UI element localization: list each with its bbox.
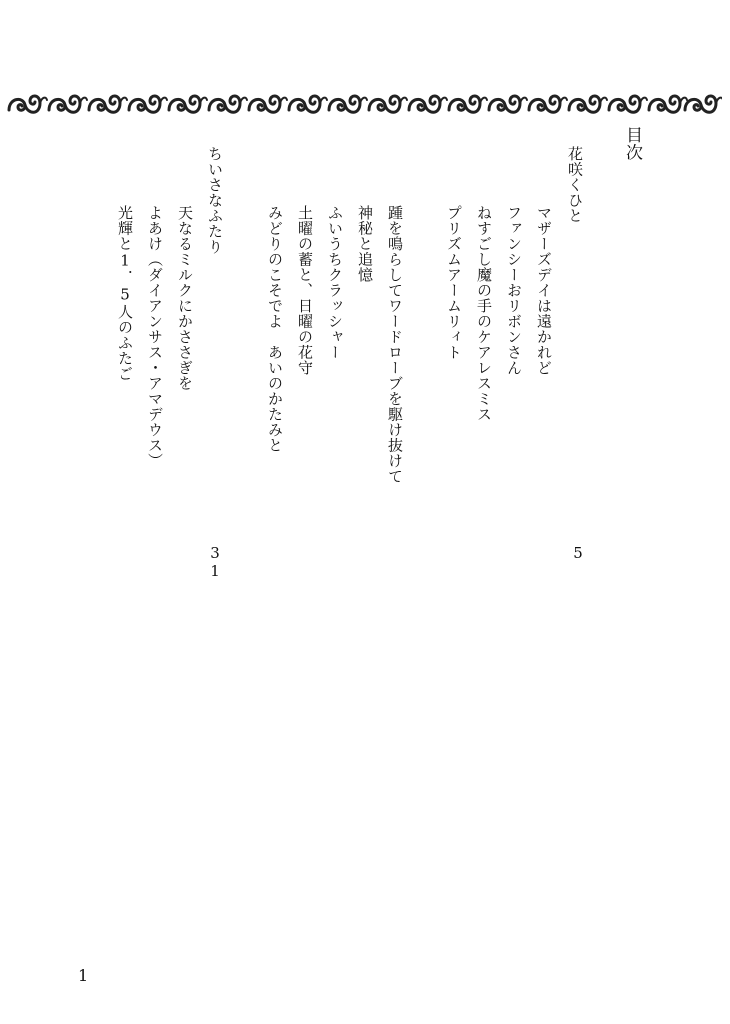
toc-item-9[interactable]: みどりのこそでよ あいのかたみと bbox=[266, 205, 284, 453]
wave-scroll-border-ornament bbox=[6, 86, 722, 120]
toc-item-1[interactable]: マザーズデイは遠かれど bbox=[535, 205, 553, 376]
section-title-1[interactable]: 花咲くひと bbox=[566, 146, 584, 224]
section-page-number-3: 31 bbox=[206, 544, 224, 580]
toc-item-4[interactable]: プリズムアームリィト bbox=[445, 205, 463, 360]
toc-item-10[interactable]: 天なるミルクにかささぎを bbox=[176, 205, 194, 391]
toc-item-12[interactable]: 光輝と1．5人のふたご bbox=[116, 205, 134, 382]
toc-item-7[interactable]: ふいうちクラッシャー bbox=[326, 205, 344, 360]
toc-title: 目次 bbox=[622, 126, 642, 161]
toc-item-6[interactable]: 神秘と追憶 bbox=[356, 205, 374, 283]
toc-item-5[interactable]: 踵を鳴らしてワードローブを駆け抜けて bbox=[386, 205, 404, 484]
toc-item-2[interactable]: ファンシーおリボンさん bbox=[505, 205, 523, 376]
toc-item-3[interactable]: ねすごし魔の手のケアレスミス bbox=[475, 205, 493, 422]
section-title-3[interactable]: ちいさなふたり bbox=[206, 146, 224, 255]
toc-item-11[interactable]: よあけ（ダイアンサス・アマデウス） bbox=[146, 205, 164, 469]
section-page-number-1: 5 bbox=[569, 544, 587, 562]
toc-item-8[interactable]: 土曜の蓄と、日曜の花守 bbox=[296, 205, 314, 376]
page-number: 1 bbox=[78, 966, 89, 985]
